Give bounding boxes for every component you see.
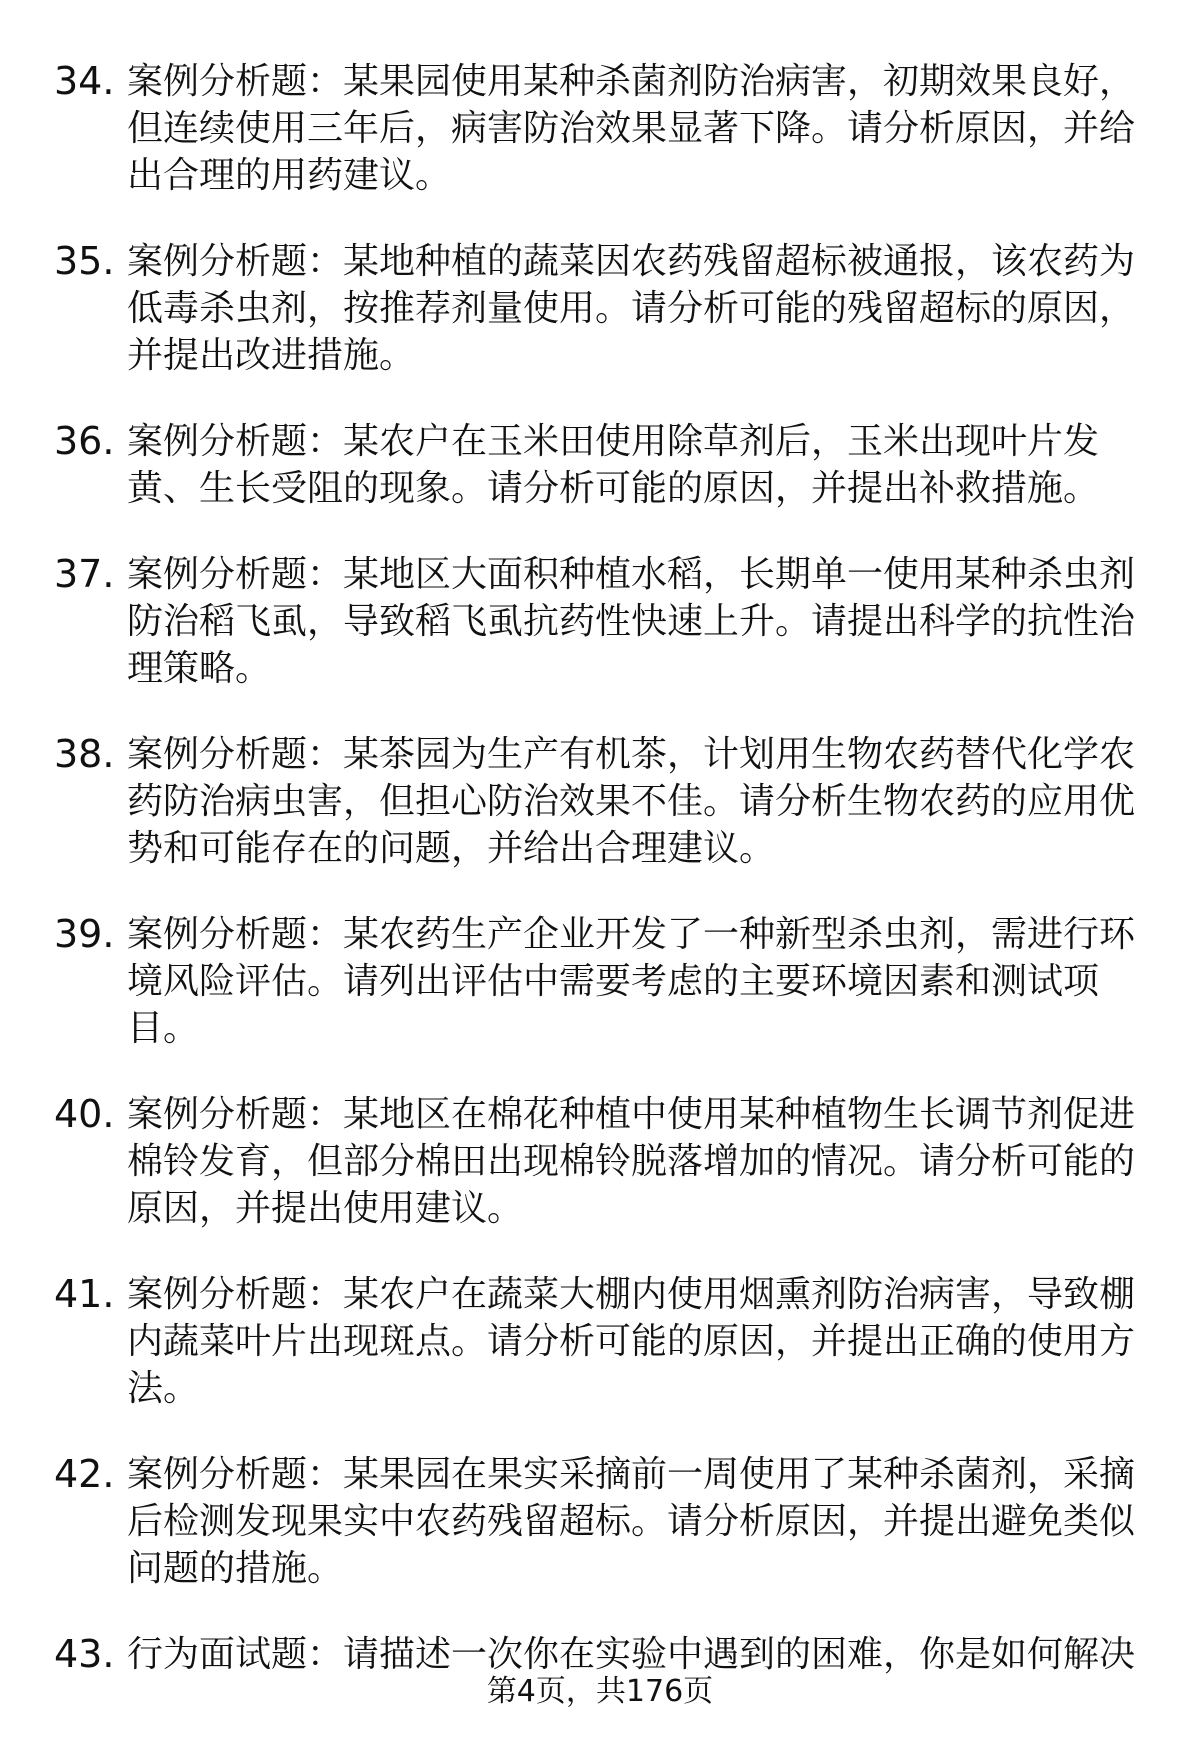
question-text-line: 并提出改进措施。 (127, 335, 416, 376)
question-number: 36. (54, 419, 115, 463)
question-text-line: 案例分析题：某果园使用某种杀菌剂防治病害，初期效果良好， (127, 61, 1136, 102)
question-text-line: 案例分析题：某果园在果实采摘前一周使用了某种杀菌剂，采摘 (127, 1454, 1136, 1495)
question-text-line: 案例分析题：某农户在玉米田使用除草剂后，玉米出现叶片发 (127, 421, 1100, 462)
question-text-line: 境风险评估。请列出评估中需要考虑的主要环境因素和测试项 (127, 961, 1100, 1002)
question-item (0, 1631, 1200, 1678)
question-text-line: 案例分析题：某农药生产企业开发了一种新型杀虫剂，需进行环 (127, 914, 1136, 955)
question-item (0, 551, 1200, 692)
question-item (0, 238, 1200, 379)
question-text-line: 问题的措施。 (127, 1548, 344, 1589)
question-text-line: 棉铃发育，但部分棉田出现棉铃脱落增加的情况。请分析可能的 (127, 1141, 1136, 1182)
question-text (127, 911, 1157, 1052)
question-text-line: 案例分析题：某茶园为生产有机茶，计划用生物农药替代化学农 (127, 734, 1136, 775)
question-text-line: 行为面试题：请描述一次你在实验中遇到的困难，你是如何解决 (127, 1634, 1136, 1675)
question-text-line: 案例分析题：某农户在蔬菜大棚内使用烟熏剂防治病害，导致棚 (127, 1274, 1136, 1315)
question-text (127, 551, 1157, 692)
page-footer: 第4页，共176页 (486, 1674, 714, 1709)
question-text (127, 1091, 1157, 1232)
question-text-line: 药防治病虫害，但担心防治效果不佳。请分析生物农药的应用优 (127, 781, 1136, 822)
question-item (0, 1091, 1200, 1232)
question-text-line: 势和可能存在的问题，并给出合理建议。 (127, 828, 776, 869)
question-number: 40. (54, 1092, 115, 1136)
question-item (0, 418, 1200, 512)
question-number: 37. (54, 552, 115, 596)
question-number: 41. (54, 1272, 115, 1316)
question-text-line: 理策略。 (127, 648, 272, 689)
question-item (0, 911, 1200, 1052)
question-item (0, 731, 1200, 872)
question-text (127, 58, 1157, 199)
question-text-line: 防治稻飞虱，导致稻飞虱抗药性快速上升。请提出科学的抗性治 (127, 601, 1136, 642)
question-text-line: 案例分析题：某地区在棉花种植中使用某种植物生长调节剂促进 (127, 1094, 1136, 1135)
question-text-line: 目。 (127, 1008, 200, 1049)
question-text-line: 原因，并提出使用建议。 (127, 1188, 524, 1229)
question-text-line: 后检测发现果实中农药残留超标。请分析原因，并提出避免类似 (127, 1501, 1136, 1542)
question-text-line: 案例分析题：某地区大面积种植水稻，长期单一使用某种杀虫剂 (127, 554, 1136, 595)
question-number: 43. (54, 1632, 115, 1676)
question-text (127, 418, 1157, 512)
question-text (127, 731, 1157, 872)
question-number: 38. (54, 732, 115, 776)
question-list (0, 58, 1200, 1717)
question-text-line: 黄、生长受阻的现象。请分析可能的原因，并提出补救措施。 (127, 468, 1100, 509)
question-text (127, 1631, 1157, 1678)
question-text-line: 内蔬菜叶片出现斑点。请分析可能的原因，并提出正确的使用方 (127, 1321, 1136, 1362)
question-text (127, 1451, 1157, 1592)
question-text-line: 法。 (127, 1368, 200, 1409)
question-number: 35. (54, 239, 115, 283)
question-item (0, 58, 1200, 199)
question-text-line: 案例分析题：某地种植的蔬菜因农药残留超标被通报，该农药为 (127, 241, 1136, 282)
question-text-line: 出合理的用药建议。 (127, 155, 452, 196)
question-text (127, 1271, 1157, 1412)
question-number: 39. (54, 912, 115, 956)
question-item (0, 1451, 1200, 1592)
question-item (0, 1271, 1200, 1412)
question-text-line: 低毒杀虫剂，按推荐剂量使用。请分析可能的残留超标的原因， (127, 288, 1136, 329)
question-number: 34. (54, 59, 115, 103)
question-text (127, 238, 1157, 379)
question-number: 42. (54, 1452, 115, 1496)
question-text-line: 但连续使用三年后，病害防治效果显著下降。请分析原因，并给 (127, 108, 1136, 149)
